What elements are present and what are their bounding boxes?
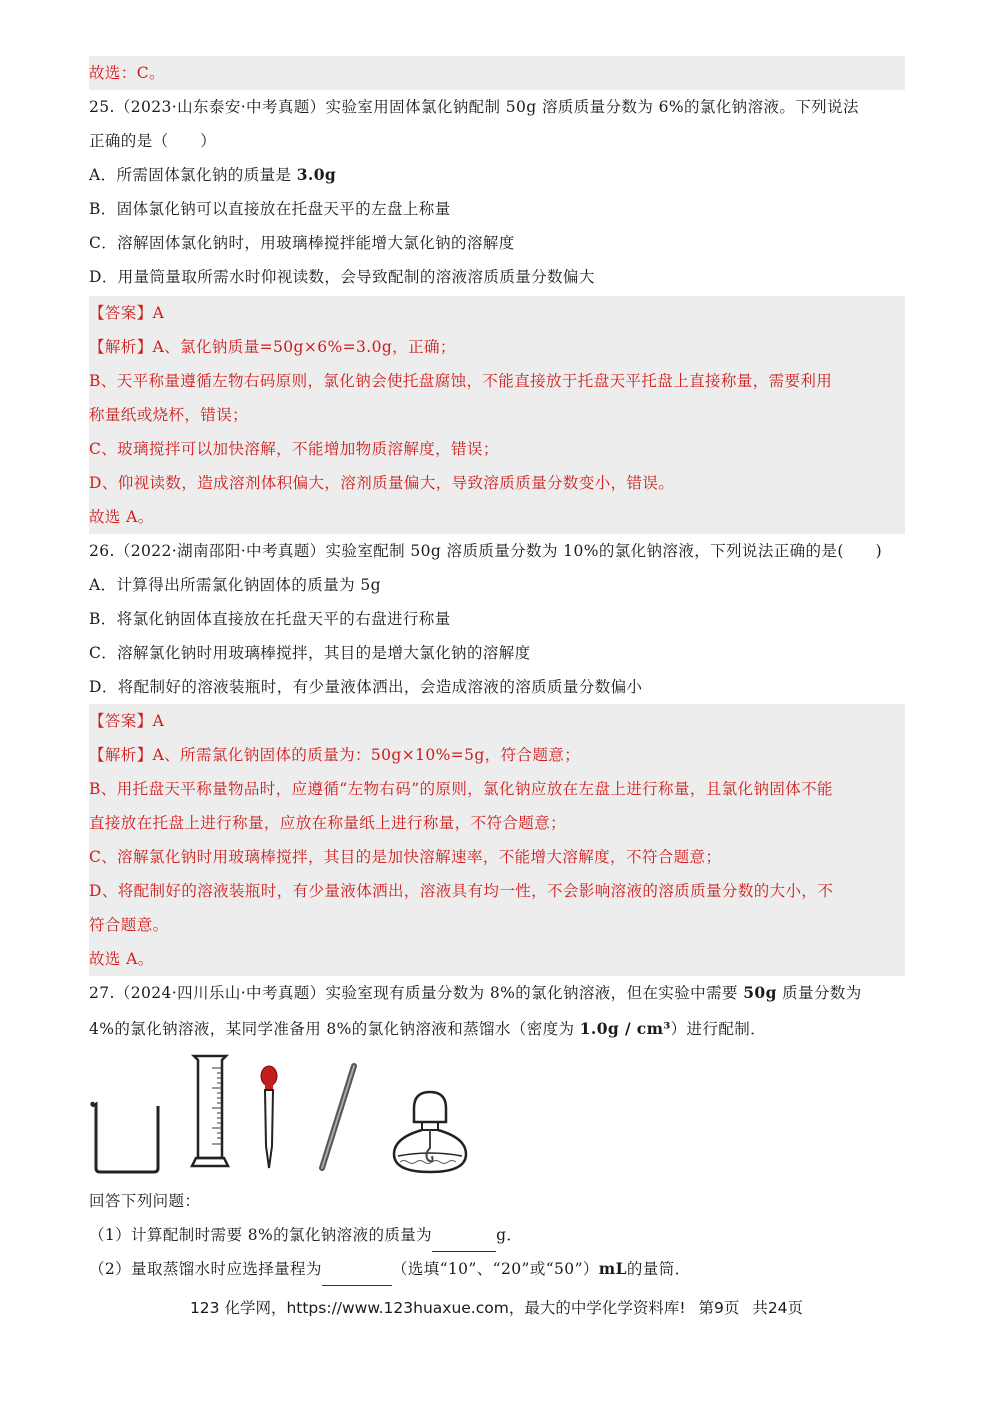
- answer-label: 【答案】: [89, 304, 153, 322]
- q25-conclusion: 故选 A。: [89, 500, 905, 534]
- answer-label: 【答案】: [89, 712, 153, 730]
- q27-sub1-text: （1）计算配制时需要 8%的氯化钠溶液的质量为: [89, 1226, 433, 1244]
- q27-sub2-tail: 的量筒．: [626, 1260, 691, 1278]
- q25-analysis-b2: 称量纸或烧杯，错误；: [89, 398, 905, 432]
- alcohol-lamp-icon: [388, 1088, 472, 1176]
- q27-sub1-unit: g．: [496, 1226, 523, 1244]
- q25-option-c: C．溶解固体氯化钠时，用玻璃棒搅拌能增大氯化钠的溶解度: [89, 234, 515, 252]
- q27-sub1: [89, 1218, 905, 1252]
- answer-value: A: [152, 712, 165, 730]
- q27-sub2-text: （2）量取蒸馏水时应选择量程为: [89, 1260, 322, 1278]
- answer-blank[interactable]: [432, 1229, 496, 1252]
- q25-answer: [89, 296, 905, 330]
- q26-analysis-b2: 直接放在托盘上进行称量，应放在称量纸上进行称量，不符合题意；: [89, 806, 905, 840]
- dropper-icon: [256, 1064, 282, 1172]
- q27-sub2: [89, 1252, 905, 1286]
- q26-conclusion: 故选 A。: [89, 942, 905, 976]
- analysis-label: 【解析】: [89, 746, 153, 764]
- footer-page-number: 第9页: [698, 1299, 740, 1317]
- q24-conclusion: 故选：C。: [89, 56, 905, 90]
- q26-analysis-c: C、溶解氯化钠时用玻璃棒搅拌，其目的是加快溶解速率，不能增大溶解度，不符合题意；: [89, 840, 905, 874]
- q27-stem-line2: [89, 1012, 905, 1046]
- q26-analysis-b1: B、用托盘天平称量物品时，应遵循“左物右码”的原则，氯化钠应放在左盘上进行称量，且氯化钠固体不能: [89, 772, 905, 806]
- q25-stem-line1: 25.（2023·山东泰安·中考真题）实验室用固体氯化钠配制 50g 溶质质量分数为 6%的氯化钠溶液。下列说法: [89, 98, 859, 116]
- analysis-text: A、所需氯化钠固体的质量为：50g×10%=5g，符合题意；: [152, 746, 581, 764]
- q26-stem: 26.（2022·湖南邵阳·中考真题）实验室配制 50g 溶质质量分数为 10%的氯化钠溶液，下列说法正确的是( ): [89, 542, 883, 560]
- q26-option-c: C．溶解氯化钠时用玻璃棒搅拌，其目的是增大氯化钠的溶解度: [89, 644, 531, 662]
- q25-analysis-d: D、仰视读数，造成溶剂体积偏大，溶剂质量偏大，导致溶质质量分数变小，错误。: [89, 466, 905, 500]
- q25-analysis-b1: B、天平称量遵循左物右码原则，氯化钠会使托盘腐蚀，不能直接放于托盘天平托盘上直接称量，需要利用: [89, 364, 905, 398]
- q25-option-a-value: 3.0g: [296, 165, 337, 184]
- q26-option-d: D．将配制好的溶液装瓶时，有少量液体洒出，会造成溶液的溶质质量分数偏小: [89, 678, 643, 696]
- q26-analysis-a: [89, 738, 905, 772]
- footer-total-pages: 共24页: [752, 1299, 804, 1317]
- q27-prompt: 回答下列问题：: [89, 1192, 201, 1210]
- q27-stem-text: 质量分数为: [776, 984, 862, 1002]
- q25-option-b: B．固体氯化钠可以直接放在托盘天平的左盘上称量: [89, 200, 451, 218]
- q26-analysis-d2: 符合题意。: [89, 908, 905, 942]
- q27-sub2-options: （选填“10”、“20”或“50”）: [391, 1260, 599, 1278]
- q26-option-a: A．计算得出所需氯化钠固体的质量为 5g: [89, 576, 381, 594]
- q26-option-b: B．将氯化钠固体直接放在托盘天平的右盘进行称量: [89, 610, 451, 628]
- glass-rod-icon: [314, 1062, 362, 1174]
- analysis-label: 【解析】: [89, 338, 153, 356]
- graduated-cylinder-icon: [190, 1054, 230, 1172]
- q27-stem-text: 27.（2024·四川乐山·中考真题）实验室现有质量分数为 8%的氯化钠溶液，但在实验中需要: [89, 984, 744, 1002]
- q27-stem-text: ）进行配制．: [670, 1020, 767, 1038]
- q25-option-a-text: A．所需固体氯化钠的质量是: [89, 166, 297, 184]
- q25-stem-line2: 正确的是（ ）: [89, 132, 217, 150]
- q27-stem-line1: [89, 976, 905, 1010]
- q25-option-a: [89, 158, 905, 192]
- q26-answer: [89, 704, 905, 738]
- q26-analysis-d1: D、将配制好的溶液装瓶时，有少量液体洒出，溶液具有均一性，不会影响溶液的溶质质量分数的大小，不: [89, 874, 905, 908]
- page-footer: [0, 1296, 993, 1320]
- answer-value: A: [152, 304, 165, 322]
- beaker-icon: [90, 1098, 164, 1174]
- q27-density-value: 1.0g / cm³: [579, 1019, 671, 1038]
- q27-sub2-unit: mL: [598, 1259, 627, 1278]
- q27-stem-text: 4%的氯化钠溶液，某同学准备用 8%的氯化钠溶液和蒸馏水（密度为: [89, 1020, 580, 1038]
- footer-site: 123 化学网，https://www.123huaxue.com，最大的中学化学资料库!: [189, 1299, 686, 1317]
- analysis-text: A、氯化钠质量=50g×6%=3.0g，正确；: [152, 338, 456, 356]
- q25-analysis-c: C、玻璃搅拌可以加快溶解，不能增加物质溶解度，错误；: [89, 432, 905, 466]
- answer-blank[interactable]: [322, 1263, 392, 1286]
- q27-mass-value: 50g: [743, 983, 777, 1002]
- q25-analysis-a: [89, 330, 905, 364]
- q25-option-d: D．用量筒量取所需水时仰视读数，会导致配制的溶液溶质质量分数偏大: [89, 268, 595, 286]
